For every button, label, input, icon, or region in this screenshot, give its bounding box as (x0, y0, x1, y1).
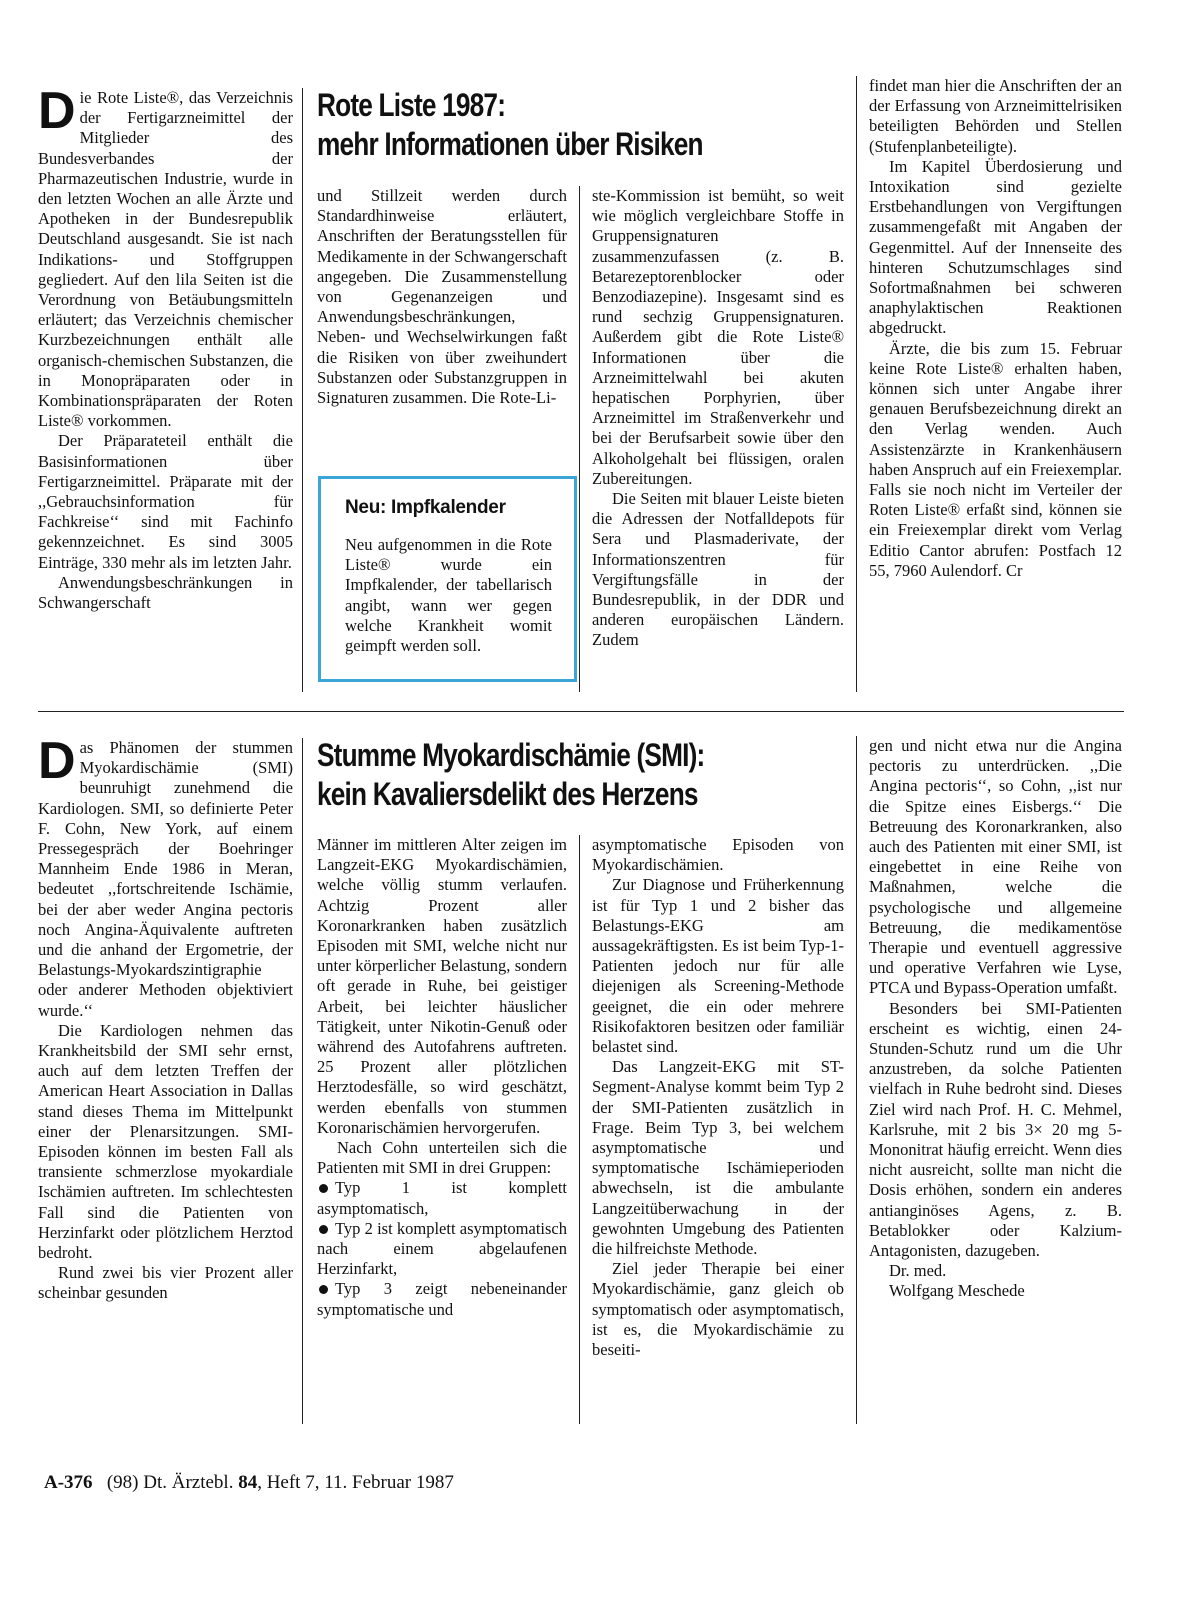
article1-col1-para-2: Der Präparateteil enthält die Basisinformationen über Fertigarzneimittel. Präparate mit der ,,Gebrauchsinformation für Fachkreise‘‘ sind mit Fachinfo gekennzeichnet. Es sind 3005 Einträge, 330 mehr als im letzten Jahr. (38, 431, 293, 572)
headline-line-1: Stumme Myokardischämie (SMI): (317, 737, 705, 773)
bullet-item: Typ 3 zeigt nebeneinander symptomatische und (317, 1279, 567, 1319)
article1-column-2 (317, 186, 567, 408)
author-title: Dr. med. (889, 1261, 947, 1281)
column-divider (856, 736, 857, 1424)
article2-col3-para-2: Zur Diagnose und Früherkennung ist für Typ 1 und 2 bisher das Belastungs-EKG am aussagekräftigsten. Es ist beim Typ-1-Patienten jedoch nur für alle diejenigen als Screening-Methode geeignet, die ein oder mehrere Risikofaktoren besitzen oder familiär belastet sind. (592, 875, 844, 1057)
article-separator (38, 711, 1124, 712)
article2-column-1 (38, 732, 293, 1304)
article1-col1-para-3: Anwendungsbeschränkungen in Schwangerschaft (38, 572, 293, 613)
column-divider (579, 186, 580, 692)
dropcap: D (38, 732, 76, 790)
article2-col4-para-1: gen und nicht etwa nur die Angina pectoris zu unterdrücken. ,,Die Angina pectoris‘‘, so Cohn, ,,ist nur die Spitze eines Eisbergs.‘‘ Die Betreuung des Koronarkranken, also auch des Patienten mit einer SMI, ist eingebettet in eine Reihe von Maßnahmen, welche die psychologische und allgemeine Betreuung, die medikamentöse Therapie und eventuell aggressive und operative Verfahren wie Lyse, PTCA und Bypass-Operation umfaßt. (869, 736, 1122, 998)
column-divider (302, 88, 303, 692)
page-footer (44, 1472, 454, 1494)
article2-headline (317, 736, 704, 814)
article2-column-3 (592, 835, 844, 1360)
article2-col3-para-3: Das Langzeit-EKG mit ST-Segment-Analyse kommt beim Typ 2 der SMI-Patienten zusätzlich in Frage. Beim Typ 3, bei welchem asymptomatische und symptomatische Ischämieperioden abwechseln, ist die ambulante Langzeitüberwachung in der gewohnten Umgebung des Patienten die hilfreichste Methode. (592, 1057, 844, 1259)
article1-col4-para-1: findet man hier die Anschriften der an der Erfassung von Arzneimittelrisiken beteiligten Behörden und Stellen (Stufenplanbeteiligte). (869, 76, 1122, 156)
article1-col2-para-1: und Stillzeit werden durch Standardhinweise erläutert, Anschriften der Beratungsstellen für Medikamente in der Schwangerschaft angegeben. Die Zusammenstellung von Gegenanzeigen und Anwendungsbeschränkungen, Neben- und Wechselwirkungen faßt die Risiken von über zweihundert Substanzen oder Substanzgruppen in Signaturen zusammen. Die Rote-Li- (317, 186, 567, 408)
impfkalender-box (318, 476, 577, 682)
article2-col4-para-2: Besonders bei SMI-Patienten erscheint es wichtig, einen 24-Stunden-Schutz rund um die Uhr anzustreben, da solche Patienten vielfach in Ruhe bedroht sind. Dieses Ziel wird nach Prof. H. C. Mehmel, Karlsruhe, mit 2 bis 3× 20 mg 5-Mononitrat häufig erreicht. Wenn dies nicht ausreicht, sollte man nicht die Dosis erhöhen, sondern ein anderes antianginöses Agens, z. B. Betablokker oder Kalzium-Antagonisten, dazugeben. (869, 998, 1122, 1261)
article1-col4-para-3: Ärzte, die bis zum 15. Februar keine Rote Liste® erhalten haben, können sich unter Angabe ihrer genauen Berufsbezeichnung direkt an den Verlag wenden. Auch Assistenzärzte in Krankenhäusern haben Anspruch auf ein Freiexemplar. Falls sie noch nicht im Verteiler der Roten Liste® erfaßt sind, können sie ein Freiexemplar direkt vom Verlag Editio Cantor abrufen: Postfach 12 55, 7960 Aulendorf. Cr (869, 338, 1122, 580)
author-name: Wolfgang Meschede (889, 1281, 1025, 1301)
bullet-icon (319, 1184, 328, 1193)
article1-column-3 (592, 186, 844, 651)
article2-col1-para-2: Die Kardiologen nehmen das Krankheitsbild der SMI sehr ernst, auch auf dem letzten Treffen der American Heart Association in Dallas stand dieses Thema im Mittelpunkt einer der Plenarsitzungen. SMI-Episoden können im besten Fall als transiente schmerzlose myokardiale Ischämien auftreten. Im schlechtesten Fall sind die Patienten von Herzinfarkt oder plötzlichem Herztod bedroht. (38, 1020, 293, 1263)
page-number: A-376 (44, 1472, 93, 1493)
bullet-icon (319, 1285, 328, 1294)
article1-column-1 (38, 82, 293, 613)
column-divider (856, 76, 857, 692)
article1-column-4 (869, 76, 1122, 581)
dropcap: D (38, 82, 76, 140)
footer-citation: (98) Dt. Ärztebl. (106, 1472, 239, 1493)
headline-line-1: Rote Liste 1987: (317, 87, 506, 123)
bullet-item: Typ 2 ist komplett asymptomatisch nach einem abgelaufenen Herzinfarkt, (317, 1218, 567, 1279)
article2-col1-para-1: Das Phänomen der stummen Myokardischämie (SMI) beunruhigt zunehmend die Kardiologen. SMI, so definierte Peter F. Cohn, New York, auf einem Pressegespräch der Boehringer Mannheim Ende 1986 in Meran, bedeutet ,,fortschreitende Ischämie, bei der aber weder Angina pectoris noch Angina-Äquivalente auftreten und die anhand der Ergometrie, der Belastungs-Myokardszintigraphie oder anderer Methoden objektiviert wurde.‘‘ (38, 732, 293, 1020)
article1-col3-para-1: ste-Kommission ist bemüht, so weit wie möglich vergleichbare Stoffe in Gruppensignaturen zusammenzufassen (z. B. Betarezeptorenblocker oder Benzodiazepine). Insgesamt sind es rund sechzig Gruppensignaturen. Außerdem gibt die Rote Liste® Informationen über die Arzneimittelwahl bei akuten hepatischen Porphyrien, über Arzneimittel im Straßenverkehr und bei der Berufsarbeit sowie über den Alkoholgehalt bei flüssigen, oralen Zubereitungen. (592, 186, 844, 488)
article2-col2-para-2: Nach Cohn unterteilen sich die Patienten mit SMI in drei Gruppen: (317, 1138, 567, 1178)
article2-col3-para-4: Ziel jeder Therapie bei einer Myokardischämie, ganz gleich ob symptomatisch oder asymptomatisch, ist es, die Myokardischämie zu beseiti- (592, 1259, 844, 1360)
article2-col3-para-1: asymptomatische Episoden von Myokardischämien. (592, 835, 844, 875)
article1-col1-para-1: Die Rote Liste®, das Verzeichnis der Fertigarzneimittel der Mitglieder des Bundesverbandes der Pharmazeutischen Industrie, wurde in den letzten Wochen an alle Ärzte und Apotheken in der Bundesrepublik Deutschland ausgesandt. Sie ist nach Indikations- und Stoffgruppen gegliedert. Auf den lila Seiten ist die Verordnung von Betäubungsmitteln erläutert; das Verzeichnis chemischer Kurzbezeichnungen enthält alle organisch-chemischen Substanzen, die in Monopräparaten oder in Kombinationspräparaten der Roten Liste® vorkommen. (38, 82, 293, 431)
column-divider (579, 835, 580, 1424)
headline-line-2: kein Kavaliersdelikt des Herzens (317, 776, 698, 812)
article2-column-4 (869, 736, 1122, 1302)
article1-col3-para-2: Die Seiten mit blauer Leiste bieten die Adressen der Notfalldepots für Sera und Plasmaderivate, der Informationszentren für Vergiftungsfälle in der Bundesrepublik, in der DDR und anderen europäischen Ländern. Zudem (592, 489, 844, 650)
footer-volume: 84 (238, 1472, 258, 1493)
article2-col2-para-1: Männer im mittleren Alter zeigen im Langzeit-EKG Myokardischämien, welche völlig stumm verlaufen. Achtzig Prozent aller Koronarkranken haben zusätzlich Episoden mit SMI, welche nicht nur unter körperlicher Belastung, sondern oft gerade in Ruhe, bei geistiger Arbeit, bei leichter häuslicher Tätigkeit, unter Nikotin-Genuß oder während des Autofahrens auftreten. 25 Prozent aller plötzlichen Herztodesfälle, so wird geschätzt, werden ebenfalls von stummen Koronarischämien hervorgerufen. (317, 835, 567, 1137)
box-title: Neu: Impfkalender (345, 497, 506, 518)
article1-headline (317, 86, 703, 164)
box-text: Neu aufgenommen in die Rote Liste® wurde ein Impfkalender, der tabellarisch angibt, wann wer gegen welche Krankheit womit geimpft werden soll. (345, 535, 552, 656)
bullet-item: Typ 1 ist komplett asymptomatisch, (317, 1178, 567, 1218)
article2-column-2 (317, 835, 567, 1320)
article2-col1-para-3: Rund zwei bis vier Prozent aller scheinbar gesunden (38, 1263, 293, 1303)
article1-col4-para-2: Im Kapitel Überdosierung und Intoxikation sind gezielte Erstbehandlungen von Vergiftungen zusammengefaßt mit Angaben der Gegenmittel. Auf der Innenseite des hinteren Schutzumschlages sind Sofortmaßnahmen bei schweren anaphylaktischen Reaktionen abgedruckt. (869, 156, 1122, 338)
headline-line-2: mehr Informationen über Risiken (317, 126, 703, 162)
footer-issue-date: , Heft 7, 11. Februar 1987 (257, 1472, 454, 1493)
bullet-icon (319, 1225, 328, 1234)
column-divider (302, 738, 303, 1424)
